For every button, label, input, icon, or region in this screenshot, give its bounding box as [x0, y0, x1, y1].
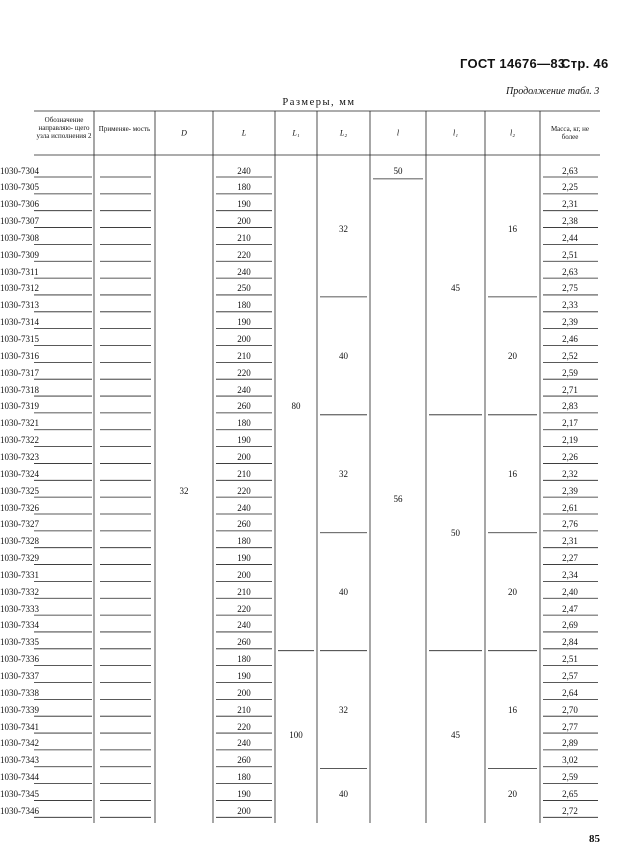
mass-cell: 2,34: [562, 569, 578, 580]
L-cell: 240: [237, 502, 251, 513]
designation-cell: 1030-7308: [0, 232, 39, 243]
designation-cell: 1030-7326: [0, 502, 39, 513]
L2-group-cell: 32: [339, 468, 348, 479]
designation-cell: 1030-7328: [0, 536, 39, 547]
mass-cell: 2,38: [562, 216, 578, 227]
designation-cell: 1030-7337: [0, 671, 39, 681]
L2-group-cell: 40: [339, 350, 348, 361]
designation-cell: 1030-7322: [0, 435, 39, 446]
L-cell: 240: [237, 384, 251, 395]
designation-cell: 1030-7332: [0, 586, 39, 597]
L-cell: 220: [237, 721, 251, 732]
designation-cell: 1030-7309: [0, 249, 39, 260]
mass-cell: 2,77: [562, 721, 578, 732]
mass-cell: 2,61: [562, 502, 578, 513]
mass-cell: 2,31: [562, 199, 578, 210]
L-cell: 260: [237, 519, 251, 530]
designation-cell: 1030-7318: [0, 384, 39, 395]
designation-cell: 1030-7338: [0, 687, 39, 698]
L-cell: 200: [237, 334, 251, 344]
L-cell: 220: [237, 367, 251, 378]
column-header-designation: Обозначение направляю- щего узла исполнения 2: [36, 116, 92, 140]
L-cell: 250: [237, 283, 251, 294]
mass-cell: 2,63: [562, 266, 578, 277]
designation-cell: 1030-7316: [0, 350, 39, 361]
L-cell: 200: [237, 451, 251, 462]
mass-cell: 2,40: [562, 586, 578, 597]
L-cell: 210: [237, 350, 251, 361]
designation-cell: 1030-7344: [0, 772, 39, 783]
mass-cell: 2,26: [562, 451, 578, 462]
L-cell: 200: [237, 216, 251, 227]
column-header-D: D: [181, 128, 187, 138]
L-cell: 180: [237, 182, 251, 193]
L-cell: 240: [237, 266, 251, 277]
l2-group-cell: 16: [508, 704, 517, 715]
mass-cell: 2,76: [562, 519, 578, 530]
L-cell: 260: [237, 401, 251, 412]
mass-cell: 2,44: [562, 232, 578, 243]
column-header-L: L: [241, 128, 247, 138]
mass-cell: 2,47: [562, 603, 578, 614]
L-cell: 210: [237, 704, 251, 715]
l1-group-cell: 50: [451, 527, 460, 538]
designation-cell: 1030-7334: [0, 620, 39, 631]
designation-cell: 1030-7305: [0, 182, 39, 193]
L-cell: 180: [237, 300, 251, 311]
mass-cell: 2,52: [562, 350, 578, 361]
l2-group-cell: 20: [508, 350, 517, 361]
L-cell: 180: [237, 772, 251, 783]
L-cell: 190: [237, 788, 251, 799]
mass-cell: 2,39: [562, 317, 578, 328]
page-number: 85: [589, 833, 600, 845]
L-cell: 190: [237, 199, 251, 210]
l2-group-cell: 16: [508, 468, 517, 479]
L-cell: 260: [237, 755, 251, 766]
designation-cell: 1030-7324: [0, 468, 39, 479]
mass-cell: 2,32: [562, 468, 578, 479]
designation-cell: 1030-7336: [0, 654, 39, 665]
designation-cell: 1030-7317: [0, 367, 39, 378]
mass-cell: 2,51: [562, 654, 578, 665]
mass-cell: 2,46: [562, 334, 578, 344]
designation-cell: 1030-7306: [0, 199, 39, 210]
designation-cell: 1030-7325: [0, 485, 39, 496]
L-cell: 240: [237, 165, 251, 176]
L-cell: 190: [237, 553, 251, 564]
L-cell: 210: [237, 232, 251, 243]
mass-cell: 2,72: [562, 805, 578, 816]
mass-cell: 2,57: [562, 671, 578, 681]
L2-group-cell: 32: [339, 224, 348, 235]
L-cell: 240: [237, 738, 251, 749]
designation-cell: 1030-7311: [0, 266, 39, 277]
table-continuation-note: Продолжение табл. 3: [506, 86, 600, 97]
column-header-l2: l₂: [509, 128, 516, 138]
L-cell: 190: [237, 671, 251, 681]
l1-group-cell: 45: [451, 729, 460, 740]
designation-cell: 1030-7345: [0, 788, 39, 799]
L-cell: 200: [237, 805, 251, 816]
designation-cell: 1030-7307: [0, 216, 39, 227]
page-reference: Стр. 46: [561, 56, 609, 71]
designation-cell: 1030-7346: [0, 805, 39, 816]
column-header-l: l: [396, 128, 400, 138]
mass-cell: 2,59: [562, 367, 578, 378]
L-cell: 180: [237, 654, 251, 665]
mass-cell: 2,89: [562, 738, 578, 749]
mass-cell: 2,25: [562, 182, 578, 193]
mass-cell: 2,19: [562, 435, 578, 446]
designation-cell: 1030-7329: [0, 553, 39, 564]
dimensions-title: Размеры, мм: [282, 97, 356, 108]
mass-cell: 2,65: [562, 788, 578, 799]
mass-cell: 2,27: [562, 553, 578, 564]
mass-cell: 2,84: [562, 637, 578, 648]
designation-cell: 1030-7339: [0, 704, 39, 715]
column-header-l1: l₁: [452, 128, 459, 138]
l2-group-cell: 20: [508, 788, 517, 799]
L-cell: 190: [237, 435, 251, 446]
L1-group-cell: 80: [291, 401, 301, 412]
L-cell: 180: [237, 418, 251, 429]
designation-cell: 1030-7319: [0, 401, 39, 412]
designation-cell: 1030-7327: [0, 519, 39, 530]
L-cell: 220: [237, 485, 251, 496]
column-header-application: Применяе- мость: [98, 125, 151, 133]
designation-cell: 1030-7343: [0, 755, 39, 766]
standard-number: ГОСТ 14676—83: [460, 56, 566, 71]
L-cell: 260: [237, 637, 251, 648]
designation-cell: 1030-7315: [0, 334, 39, 344]
L-cell: 190: [237, 317, 251, 328]
designation-cell: 1030-7341: [0, 721, 39, 732]
mass-cell: 2,59: [562, 772, 578, 783]
designation-cell: 1030-7335: [0, 637, 39, 648]
L-cell: 200: [237, 569, 251, 580]
column-header-mass: Масса, кг, не более: [550, 125, 590, 141]
designation-cell: 1030-7312: [0, 283, 39, 294]
designation-cell: 1030-7333: [0, 603, 39, 614]
mass-cell: 2,51: [562, 249, 578, 260]
L2-group-cell: 40: [339, 586, 348, 597]
L2-group-cell: 32: [339, 704, 348, 715]
l2-group-cell: 20: [508, 586, 517, 597]
L-cell: 240: [237, 620, 251, 631]
designation-cell: 1030-7304: [0, 165, 39, 176]
L-cell: 200: [237, 687, 251, 698]
L-cell: 210: [237, 468, 251, 479]
l2-group-cell: 16: [508, 224, 517, 235]
L-cell: 220: [237, 603, 251, 614]
column-header-L1: L₁: [292, 128, 300, 138]
mass-cell: 2,83: [562, 401, 578, 412]
designation-cell: 1030-7313: [0, 300, 39, 311]
mass-cell: 2,71: [562, 384, 578, 395]
l-group-cell: 56: [393, 494, 403, 505]
mass-cell: 2,33: [562, 300, 578, 311]
column-header-L2: L₂: [339, 128, 348, 138]
mass-cell: 2,75: [562, 283, 578, 294]
L-cell: 210: [237, 586, 251, 597]
designation-cell: 1030-7331: [0, 569, 39, 580]
D-group-cell: 32: [179, 485, 189, 496]
designation-cell: 1030-7342: [0, 738, 39, 749]
mass-cell: 3,02: [562, 755, 578, 766]
designation-cell: 1030-7314: [0, 317, 39, 328]
mass-cell: 2,17: [562, 418, 578, 429]
mass-cell: 2,63: [562, 165, 578, 176]
L1-group-cell: 100: [289, 729, 303, 740]
L-cell: 180: [237, 536, 251, 547]
mass-cell: 2,70: [562, 704, 578, 715]
designation-cell: 1030-7321: [0, 418, 39, 429]
l1-group-cell: 45: [451, 283, 460, 294]
designation-cell: 1030-7323: [0, 451, 39, 462]
l-group-cell: 50: [393, 165, 403, 176]
mass-cell: 2,31: [562, 536, 578, 547]
mass-cell: 2,69: [562, 620, 578, 631]
mass-cell: 2,39: [562, 485, 578, 496]
mass-cell: 2,64: [562, 687, 578, 698]
L-cell: 220: [237, 249, 251, 260]
L2-group-cell: 40: [339, 788, 348, 799]
